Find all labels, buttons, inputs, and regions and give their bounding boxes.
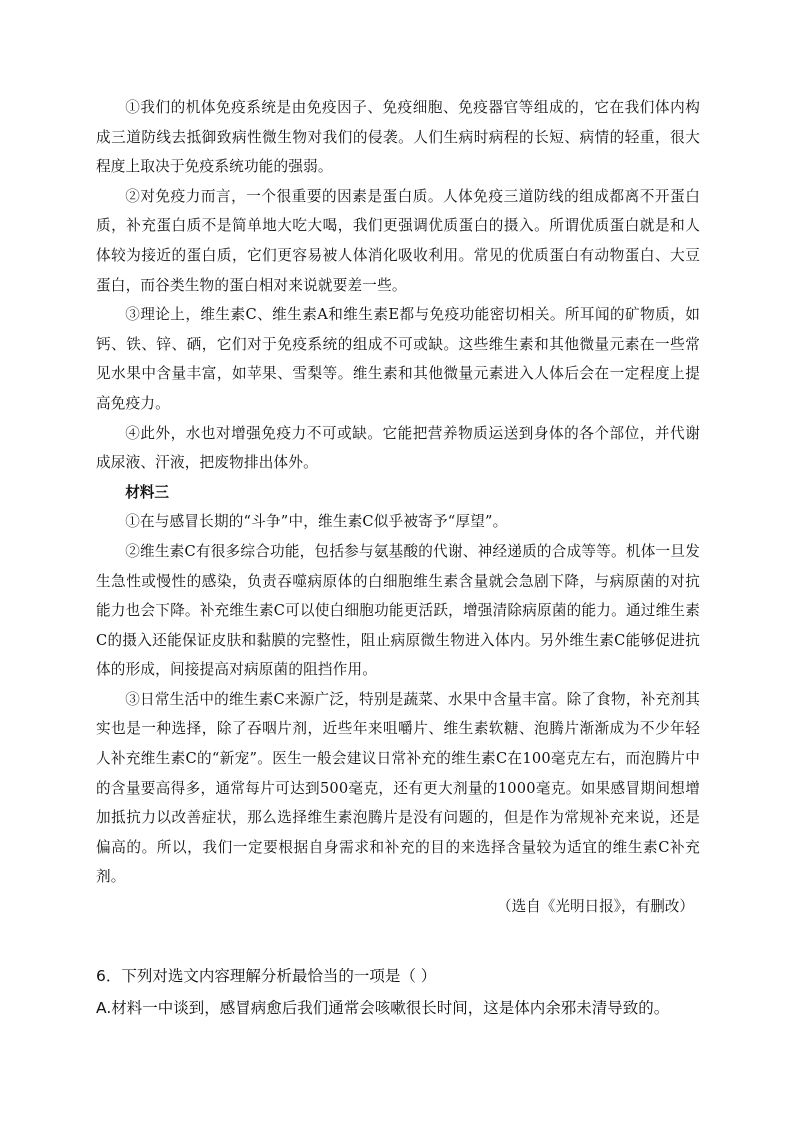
material2-paragraph-1: ①我们的机体免疫系统是由免疫因子、免疫细胞、免疫器官等组成的，它在我们体内构成三道防线去抵御致病性微生物对我们的侵袭。人们生病时病程的长短、病情的轻重，很大程度上取决于免疫系统功能的强弱。 [96, 99, 700, 176]
article-body [96, 93, 700, 922]
material3-paragraph-2: ②维生素C有很多综合功能，包括参与氨基酸的代谢、神经递质的合成等等。机体一旦发生急性或慢性的感染，负责吞噬病原体的白细胞维生素含量就会急剧下降，与病原菌的对抗能力也会下降。补充维生素C可以使白细胞功能更活跃，增强清除病原菌的能力。通过维生素C的摄入还能保证皮肤和黏膜的完整性，阻止病原微生物进入体内。另外维生素C能够促进抗体的形成，间接提高对病原菌的阻挡作用。 [96, 542, 700, 679]
question-stem: 6．下列对选文内容理解分析最恰当的一项是（ ） [96, 967, 437, 985]
material2-paragraph-4: ④此外，水也对增强免疫力不可或缺。它能把营养物质运送到身体的各个部位，并代谢成尿液、汗液，把废物排出体外。 [96, 424, 700, 472]
material3-paragraph-3: ③日常生活中的维生素C来源广泛，特别是蔬菜、水果中含量丰富。除了食物，补充剂其实也是一种选择，除了吞咽片剂，近些年来咀嚼片、维生素软糖、泡腾片渐渐成为不少年轻人补充维生素C的“新宠”。医生一般会建议日常补充的维生素C在100毫克左右，而泡腾片中的含量要高得多，通常每片可达到500毫克，还有更大剂量的1000毫克。如果感冒期间想增加抵抗力以改善症状，那么选择维生素泡腾片是没有问题的，但是作为常规补充来说，还是偏高的。所以，我们一定要根据自身需求和补充的目的来选择含量较为适宜的维生素C补充剂。 [96, 690, 700, 886]
question-option-a: A.材料一中谈到，感冒病愈后我们通常会咳嗽很长时间，这是体内余邪未清导致的。 [96, 999, 670, 1017]
material3-heading: 材料三 [125, 483, 169, 501]
material2-paragraph-3: ③理论上，维生素C、维生素A和维生素E都与免疫功能密切相关。所耳闻的矿物质，如钙、铁、锌、硒，它们对于免疫系统的组成不可或缺。这些维生素和其他微量元素在一些常见水果中含量丰富，如苹果、雪梨等。维生素和其他微量元素进入人体后会在一定程度上提高免疫力。 [96, 306, 700, 412]
source-citation: （选自《光明日报》，有删改） [496, 898, 694, 916]
material3-paragraph-1: ①在与感冒长期的“斗争”中，维生素C似乎被寄予“厚望”。 [125, 513, 508, 531]
material2-paragraph-2: ②对免疫力而言，一个很重要的因素是蛋白质。人体免疫三道防线的组成都离不开蛋白质，补充蛋白质不是简单地大吃大喝，我们更强调优质蛋白的摄入。所谓优质蛋白就是和人体较为接近的蛋白质，它们更容易被人体消化吸收利用。常见的优质蛋白有动物蛋白、大豆蛋白，而谷类生物的蛋白相对来说就要差一些。 [96, 187, 700, 294]
